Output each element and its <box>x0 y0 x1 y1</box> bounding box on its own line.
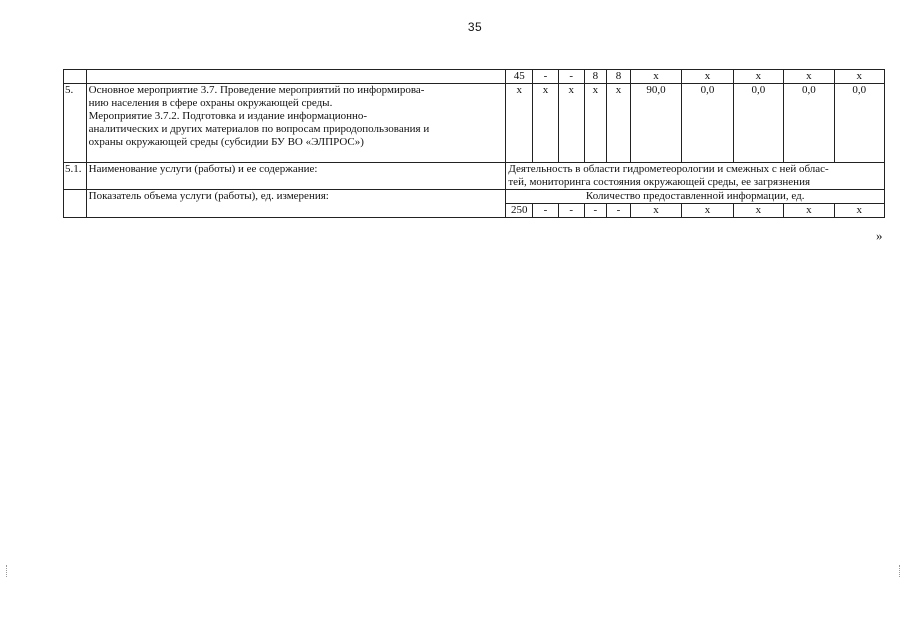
table-row-indicator <box>64 190 885 204</box>
value-cell: x <box>834 70 884 84</box>
table-row-main-event <box>64 84 885 163</box>
closing-quote: » <box>876 228 883 243</box>
event-description-line: Мероприятие 3.7.2. Подготовка и издание информационно- <box>88 110 368 122</box>
event-description-line: аналитических и других материалов по вопросам природопользования и <box>88 123 430 135</box>
value-cell: x <box>506 84 533 163</box>
indicator-content: Количество предоставленной информации, ед. <box>506 190 885 204</box>
value-cell: 0,0 <box>733 84 783 163</box>
row-number: 5.1. <box>64 163 87 190</box>
value-cell: 0,0 <box>834 84 884 163</box>
service-content-line: тей, мониторинга состояния окружающей среды, ее загрязнения <box>508 176 811 188</box>
value-cell: 0,0 <box>682 84 733 163</box>
value-cell: x <box>584 84 607 163</box>
event-description-line: нию населения в сфере охраны окружающей среды. <box>88 97 333 109</box>
indicator-label: Показатель объема услуги (работы), ед. измерения: <box>86 190 506 218</box>
value-cell: x <box>533 84 559 163</box>
event-description <box>86 84 506 163</box>
value-cell: 8 <box>584 70 607 84</box>
scan-edge-mark <box>6 565 10 577</box>
value-cell: 90,0 <box>630 84 681 163</box>
service-content-line: Деятельность в области гидрометеорологии и смежных с ней облас- <box>508 163 829 175</box>
value-cell: x <box>784 204 834 218</box>
value-cell: x <box>682 70 733 84</box>
value-cell: - <box>584 204 607 218</box>
value-cell: x <box>630 70 681 84</box>
value-cell: x <box>834 204 884 218</box>
value-cell: x <box>607 84 631 163</box>
cell-num-empty <box>64 190 87 218</box>
value-cell: x <box>682 204 733 218</box>
event-description-line: охраны окружающей среды (субсидии БУ ВО «ЭЛПРОС») <box>88 136 364 148</box>
value-cell: x <box>558 84 584 163</box>
event-description-line: Основное мероприятие 3.7. Проведение мероприятий по информирова- <box>88 84 425 96</box>
cell-desc-empty <box>86 70 506 84</box>
value-cell: x <box>630 204 681 218</box>
value-cell: - <box>533 70 559 84</box>
value-cell: 45 <box>506 70 533 84</box>
value-cell: 0,0 <box>784 84 834 163</box>
page-number: 35 <box>467 20 483 34</box>
value-cell: - <box>558 204 584 218</box>
table-row-header-values <box>64 70 885 84</box>
value-cell: - <box>607 204 631 218</box>
service-label: Наименование услуги (работы) и ее содержание: <box>86 163 506 190</box>
value-cell: 250 <box>506 204 533 218</box>
value-cell: x <box>733 70 783 84</box>
value-cell: 8 <box>607 70 631 84</box>
value-cell: x <box>784 70 834 84</box>
value-cell: - <box>558 70 584 84</box>
scan-edge-mark <box>899 565 903 577</box>
value-cell: x <box>733 204 783 218</box>
row-number: 5. <box>64 84 87 163</box>
program-table <box>63 69 885 218</box>
cell-num-empty <box>64 70 87 84</box>
service-content <box>506 163 885 190</box>
value-cell: - <box>533 204 559 218</box>
table-row-service <box>64 163 885 190</box>
